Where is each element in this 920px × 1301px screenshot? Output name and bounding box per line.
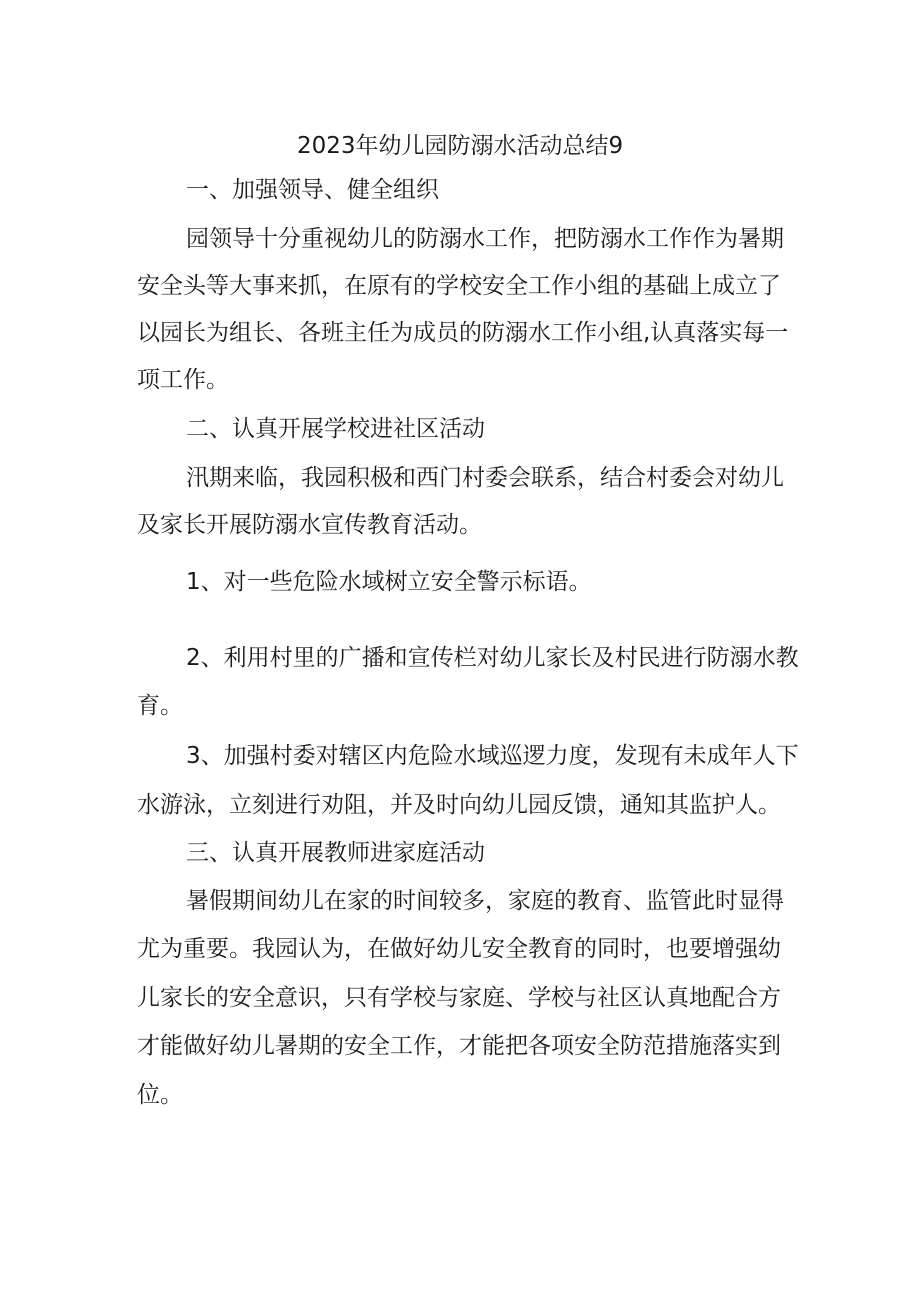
paragraph-line: 育。 — [137, 693, 183, 719]
section-heading-2: 二、认真开展学校进社区活动 — [186, 416, 485, 442]
paragraph-line: 水游泳，立刻进行劝阻，并及时向幼儿园反馈，通知其监护人。 — [137, 792, 781, 818]
paragraph-line: 才能做好幼儿暑期的安全工作，才能把各项安全防范措施落实到 — [137, 1033, 781, 1059]
paragraph-line: 及家长开展防溺水宣传教育活动。 — [137, 512, 482, 538]
paragraph-line: 儿家长的安全意识，只有学校与家庭、学校与社区认真地配合方 — [137, 985, 781, 1011]
paragraph-line: 位。 — [137, 1082, 183, 1108]
list-item-2: 2、利用村里的广播和宣传栏对幼儿家长及村民进行防溺水教 — [186, 645, 799, 671]
list-item-3: 3、加强村委对辖区内危险水域巡逻力度，发现有未成年人下 — [186, 743, 799, 769]
paragraph-line: 园领导十分重视幼儿的防溺水工作，把防溺水工作作为暑期 — [186, 226, 784, 252]
paragraph-line: 以园长为组长、各班主任为成员的防溺水工作小组,认真落实每一 — [137, 320, 789, 346]
page-title: 2023年幼儿园防溺水活动总结9 — [297, 133, 624, 159]
paragraph-line: 暑假期间幼儿在家的时间较多，家庭的教育、监管此时显得 — [186, 888, 784, 914]
paragraph-line: 汛期来临，我园积极和西门村委会联系，结合村委会对幼儿 — [186, 465, 784, 491]
section-heading-1: 一、加强领导、健全组织 — [186, 177, 439, 203]
paragraph-line: 项工作。 — [137, 367, 229, 393]
section-heading-3: 三、认真开展教师进家庭活动 — [186, 840, 485, 866]
paragraph-line: 尤为重要。我园认为，在做好幼儿安全教育的同时，也要增强幼 — [137, 936, 781, 962]
paragraph-line: 安全头等大事来抓，在原有的学校安全工作小组的基础上成立了 — [137, 273, 781, 299]
list-item-1: 1、对一些危险水域树立安全警示标语。 — [186, 569, 592, 595]
